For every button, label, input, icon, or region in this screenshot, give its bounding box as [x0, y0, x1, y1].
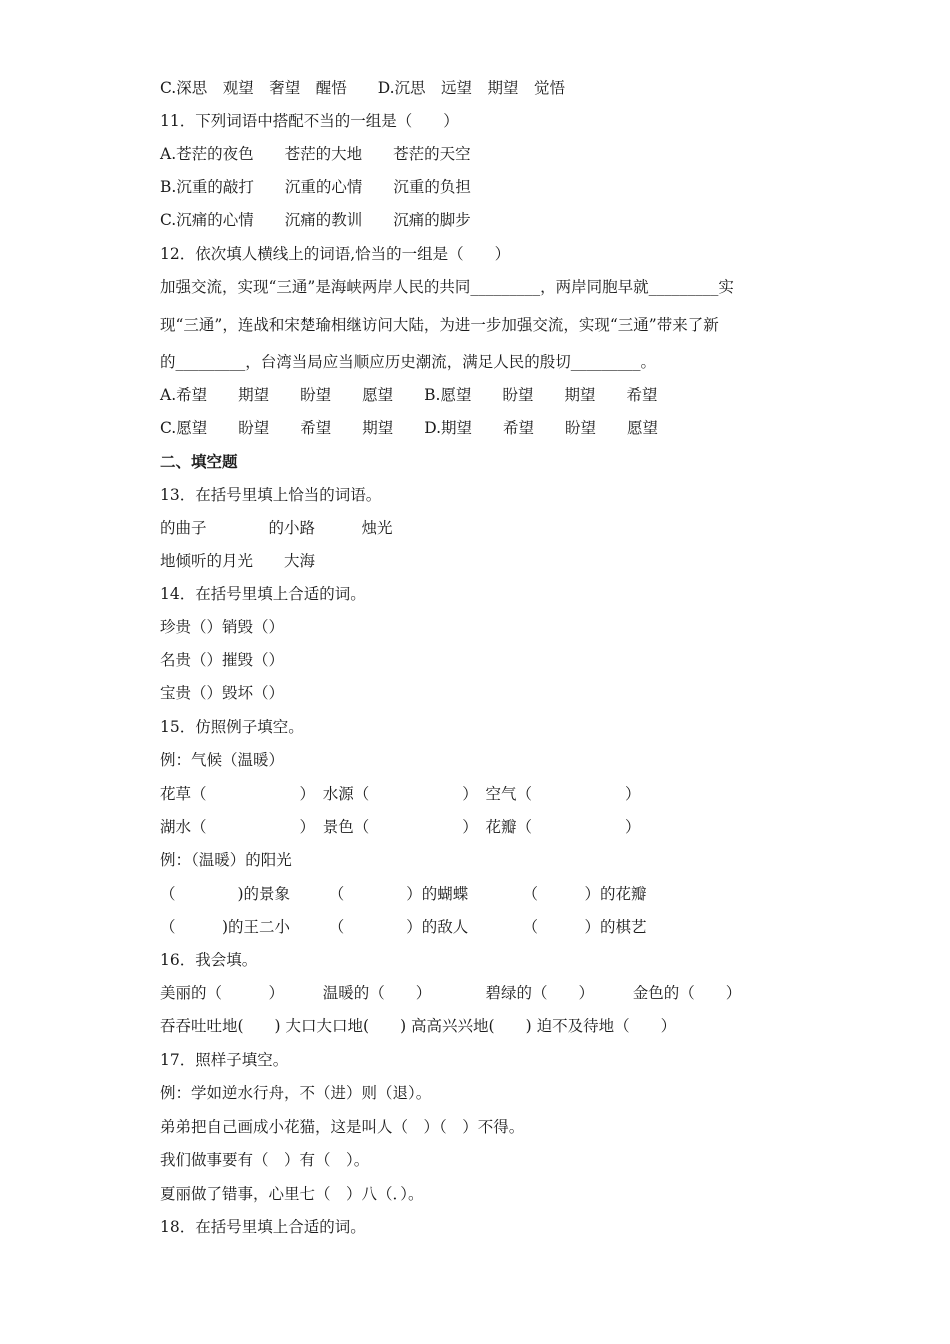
q15-row-1: 花草（ ） 水源（ ） 空气（ ）	[160, 785, 641, 803]
q14-row-1: 珍贵（）销毁（）	[160, 618, 285, 636]
q17-stem: 17．照样子填空。	[160, 1051, 289, 1069]
q12-passage-line-1: 加强交流，实现“三通”是海峡两岸人民的共同_________，两岸同胞早就_________实	[160, 278, 734, 296]
q17-item-1: 弟弟把自己画成小花猫，这是叫人（ ）（ ）不得。	[160, 1118, 525, 1136]
q10-option-cd: C.深思 观望 奢望 醒悟 D.沉思 远望 期望 觉悟	[160, 79, 566, 97]
q13-row-1: 的曲子 的小路 烛光	[160, 519, 393, 537]
q14-row-2: 名贵（）摧毁（）	[160, 651, 285, 669]
q12-option-ab: A.希望 期望 盼望 愿望 B.愿望 盼望 期望 希望	[160, 386, 658, 404]
q14-row-3: 宝贵（）毁坏（）	[160, 684, 285, 702]
q15-example-1: 例：气候（温暖）	[160, 751, 285, 769]
q17-item-3: 夏丽做了错事，心里七（ ）八（．）。	[160, 1185, 424, 1203]
q15-row-3: （ )的景象 （ ）的蝴蝶 （ ）的花瓣	[160, 885, 647, 903]
q17-item-2: 我们做事要有（ ）有（ ）。	[160, 1151, 370, 1169]
q17-example: 例：学如逆水行舟，不（进）则（退）。	[160, 1084, 432, 1102]
q12-stem: 12．依次填人横线上的词语,恰当的一组是（ ）	[160, 245, 511, 263]
q15-row-4: （ )的王二小 （ ）的敌人 （ ）的棋艺	[160, 918, 647, 936]
q15-example-2: 例：（温暖）的阳光	[160, 851, 292, 869]
q15-stem: 15．仿照例子填空。	[160, 718, 304, 736]
q11-stem: 11．下列词语中搭配不当的一组是（ ）	[160, 112, 459, 130]
q13-row-2: 地倾听的月光 大海	[160, 552, 316, 570]
q16-stem: 16．我会填。	[160, 951, 258, 969]
q14-stem: 14．在括号里填上合适的词。	[160, 585, 366, 603]
q11-option-a: A.苍茫的夜色 苍茫的大地 苍茫的天空	[160, 145, 471, 163]
q13-stem: 13．在括号里填上恰当的词语。	[160, 486, 382, 504]
q15-row-2: 湖水（ ） 景色（ ） 花瓣（ ）	[160, 818, 641, 836]
q11-option-c: C.沉痛的心情 沉痛的教训 沉痛的脚步	[160, 211, 471, 229]
q12-passage-line-2: 现“三通”，连战和宋楚瑜相继访问大陆，为进一步加强交流，实现“三通”带来了新	[160, 316, 719, 334]
q12-passage-line-3: 的_________，台湾当局应当顺应历史潮流，满足人民的殷切_________。	[160, 353, 657, 371]
q16-row-2: 吞吞吐吐地( ) 大口大口地( ) 高高兴兴地( ) 迫不及待地（ ）	[160, 1017, 677, 1035]
q12-option-cd: C.愿望 盼望 希望 期望 D.期望 希望 盼望 愿望	[160, 419, 659, 437]
section-heading-fill-in: 二、填空题	[160, 453, 238, 471]
q11-option-b: B.沉重的敲打 沉重的心情 沉重的负担	[160, 178, 471, 196]
q18-stem: 18．在括号里填上合适的词。	[160, 1218, 366, 1236]
q16-row-1: 美丽的（ ） 温暖的（ ） 碧绿的（ ） 金色的（ ）	[160, 984, 742, 1002]
